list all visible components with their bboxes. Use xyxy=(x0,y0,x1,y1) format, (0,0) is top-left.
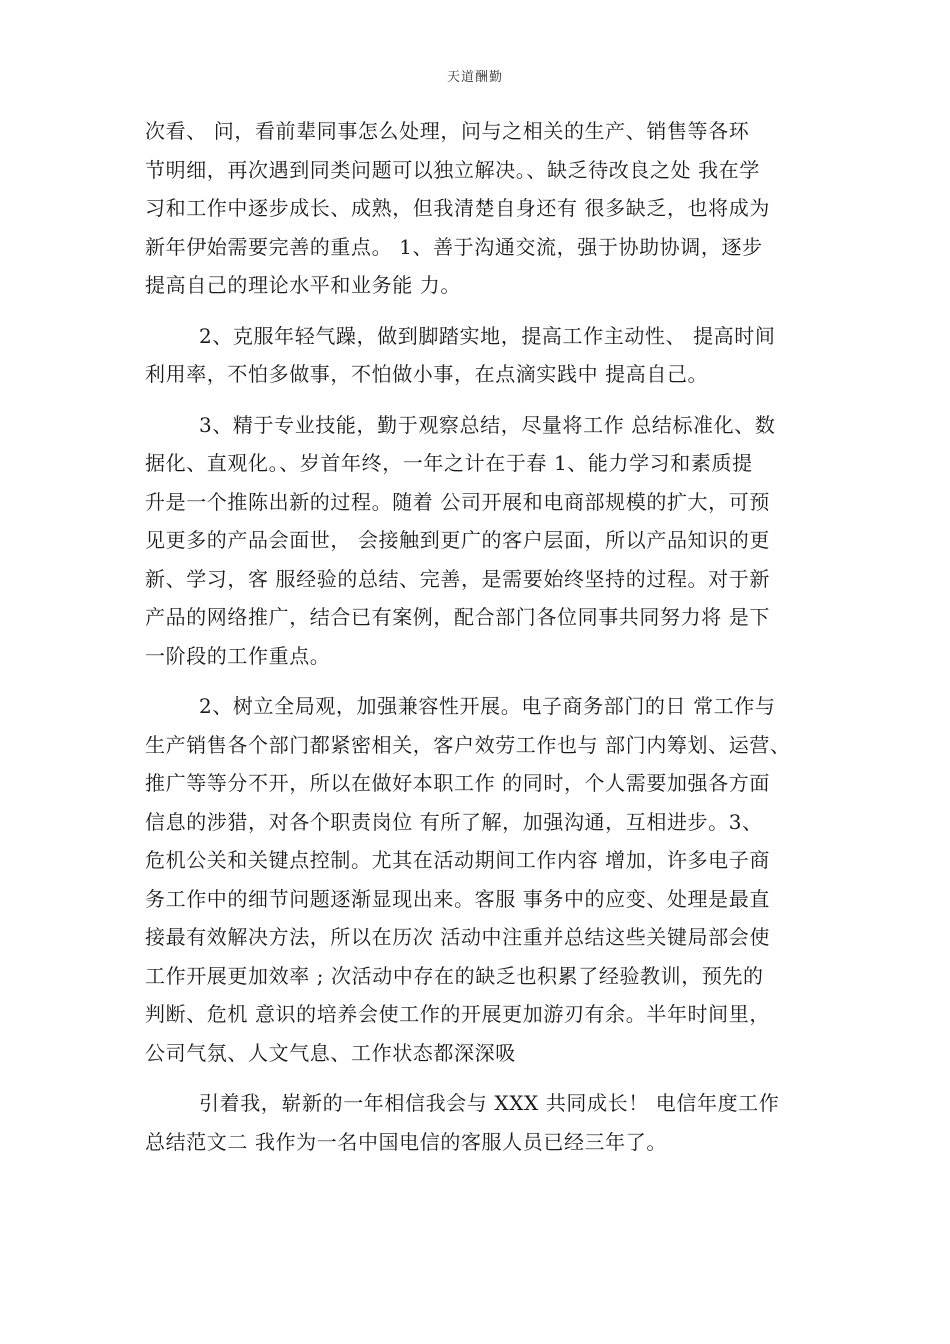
text-line: 产品的网络推广，结合已有案例，配合部门各位同事共同努力将 是下 xyxy=(145,605,770,629)
text-line: 接最有效解决方法，所以在历次 活动中注重并总结这些关键局部会使 xyxy=(145,925,770,949)
text-line: 生产销售各个部门都紧密相关，客户效劳工作也与 部门内筹划、运营、 xyxy=(145,732,791,757)
text-line: 危机公关和关键点控制。尤其在活动期间工作内容 增加，许多电子商 xyxy=(145,848,770,872)
text-line: 习和工作中逐步成长、成熟，但我清楚自身还有 很多缺乏，也将成为 xyxy=(145,196,770,220)
text-line: 工作开展更加效率 ; 次活动中存在的缺乏也积累了经验教训，预先的 xyxy=(145,963,764,988)
text-line: 3、精于专业技能，勤于观察总结，尽量将工作 总结标准化、数 xyxy=(199,412,776,437)
text-line: 提高自己的理论水平和业务能 力。 xyxy=(145,273,461,297)
text-line: 利用率，不怕多做事，不怕做小事，在点滴实践中 提高自己。 xyxy=(145,362,709,386)
page-header: 天道酬勤 xyxy=(446,70,503,85)
text-line: 信息的涉猎，对各个职责岗位 有所了解，加强沟通，互相进步。3、 xyxy=(145,809,763,834)
text-line: 新、学习，客 服经验的总结、完善，是需要始终坚持的过程。对于新 xyxy=(145,566,770,591)
text-line: 次看、 问，看前辈同事怎么处理，问与之相关的生产、销售等各环 xyxy=(145,119,750,143)
text-line: 2、克服年轻气躁，做到脚踏实地，提高工作主动性、 提高时间 xyxy=(199,323,776,348)
text-line: 升是一个推陈出新的过程。随着 公司开展和电商部规模的扩大，可预 xyxy=(145,489,770,514)
document-body xyxy=(145,112,825,1173)
paragraph-4 xyxy=(145,687,825,1072)
text-line: 节明细，再次遇到同类问题可以独立解决。、缺乏待改良之处 我在学 xyxy=(145,157,760,182)
text-line: 新年伊始需要完善的重点。 1、善于沟通交流，强于协助协调，逐步 xyxy=(145,234,763,259)
text-line: 务工作中的细节问题逐渐显现出来。客服 事务中的应变、处理是最直 xyxy=(145,886,770,911)
text-line: 一阶段的工作重点。 xyxy=(145,643,331,668)
text-line: 总结范文二 我作为一名中国电信的客服人员已经三年了。 xyxy=(145,1129,667,1154)
paragraph-1 xyxy=(145,112,825,305)
text-line: 见更多的产品会面世， 会接触到更广的客户层面，所以产品知识的更 xyxy=(145,528,770,552)
text-line: 引着我，崭新的一年相信我会与 XXX 共同成长！ 电信年度工作 xyxy=(199,1091,780,1115)
text-line: 2、树立全局观，加强兼容性开展。电子商务部门的日 常工作与 xyxy=(199,694,776,718)
paragraph-3 xyxy=(145,406,825,676)
text-line: 判断、危机 意识的培养会使工作的开展更加游刃有余。半年时间里， xyxy=(145,1002,770,1026)
paragraph-2 xyxy=(145,317,825,394)
text-line: 公司气氛、人文气息、工作状态都深深吸 xyxy=(145,1040,516,1065)
text-line: 据化、直观化。、岁首年终，一年之计在于春 1、能力学习和素质提 xyxy=(145,451,753,475)
text-line: 推广等等分不开，所以在做好本职工作 的同时，个人需要加强各方面 xyxy=(145,771,770,795)
paragraph-5 xyxy=(145,1084,825,1161)
